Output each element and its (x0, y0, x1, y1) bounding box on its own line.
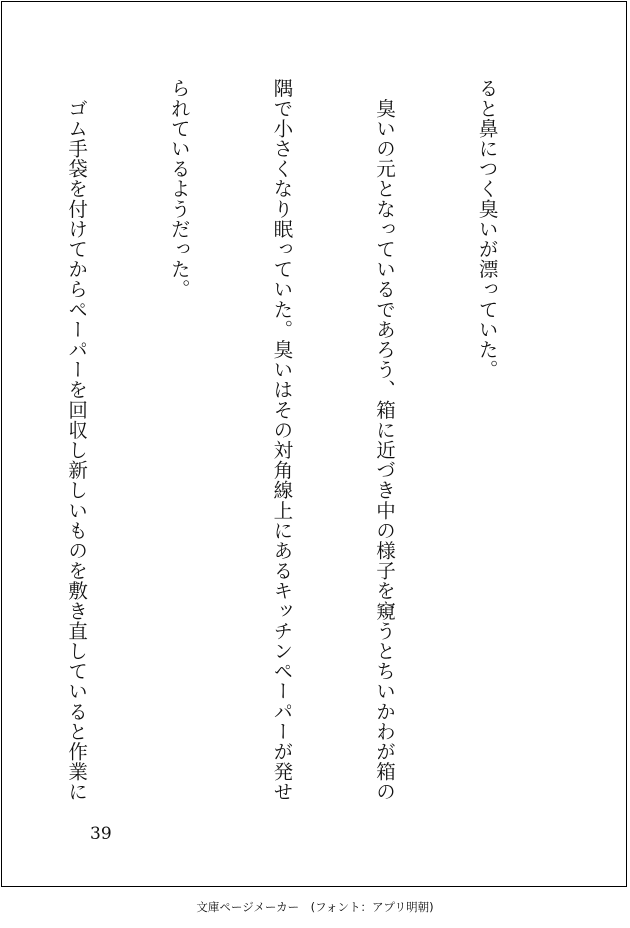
text-line: 隅で小さくなり眠っていた。臭いはその対角線上にあるキッチンペーパーが発せ (270, 78, 294, 802)
text-line: ゴム手袋を付けてからペーパーを回収し新しいものを敷き直していると作業に (65, 78, 89, 802)
page-frame (1, 1, 627, 887)
text-line: ると鼻につく臭いが漂っていた。 (475, 78, 499, 380)
body-text (0, 78, 572, 800)
footer-credit: 文庫ページメーカー (フォント：アプリ明朝) (196, 900, 434, 914)
text-line: られているようだった。 (167, 78, 191, 300)
page-number: 39 (90, 824, 112, 844)
text-line: 臭いの元となっているであろう、箱に近づき中の様子を窺うとちいかわが箱の (372, 78, 396, 802)
